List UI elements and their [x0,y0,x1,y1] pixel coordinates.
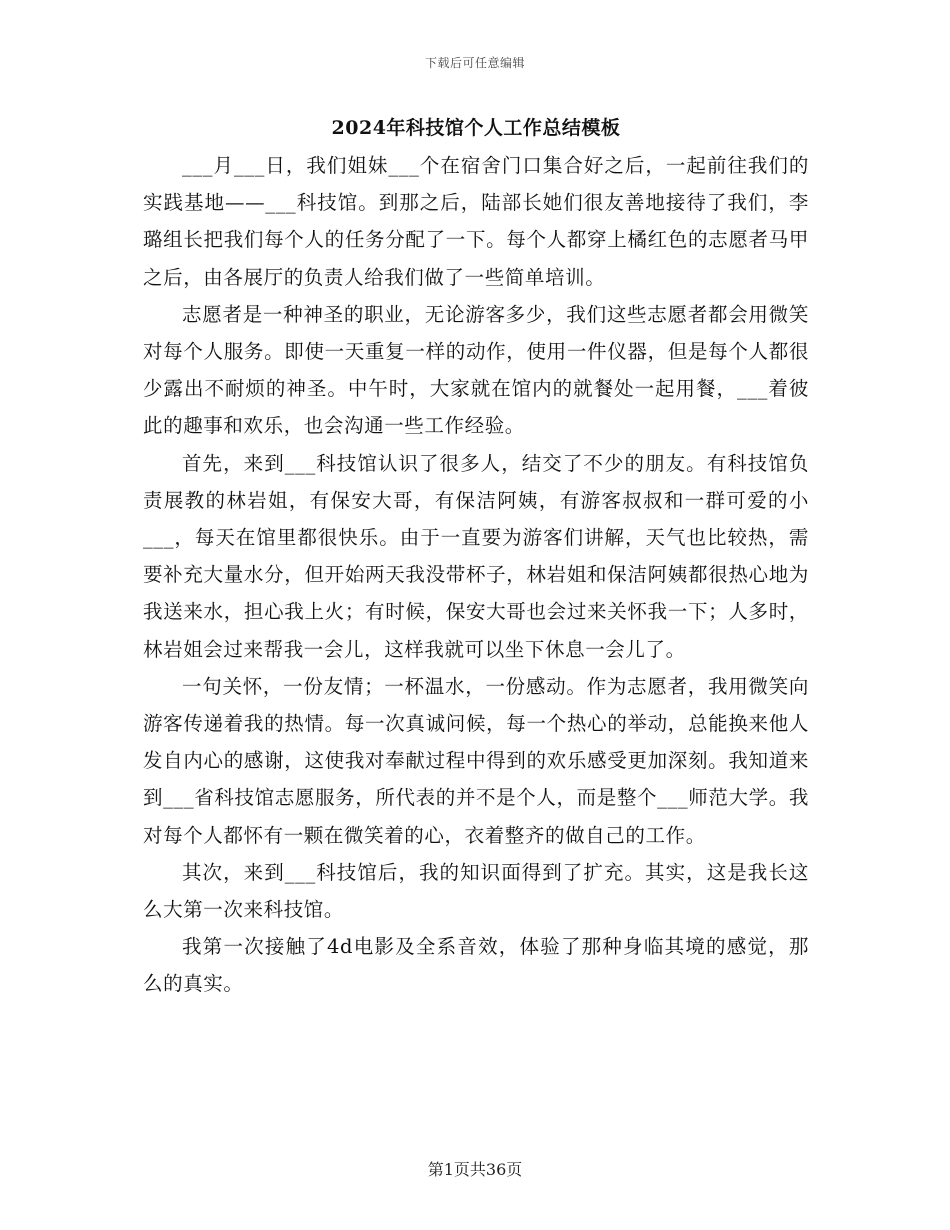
paragraph-2: 志愿者是一种神圣的职业，无论游客多少，我们这些志愿者都会用微笑对每个人服务。即使一天重复一样的动作，使用一件仪器，但是每个人都很少露出不耐烦的神圣。中午时，大家就在馆内的就餐处一起用餐，___着彼此的趣事和欢乐，也会沟通一些工作经验。 [143,302,809,438]
paragraph-6: 我第一次接触了4d电影及全系音效，体验了那种身临其境的感觉，那么的真实。 [143,935,809,996]
page-number: 第1页共36页 [427,1160,523,1179]
paragraph-4: 一句关怀，一份友情；一杯温水，一份感动。作为志愿者，我用微笑向游客传递着我的热情。每一次真诚问候，每一个热心的举动，总能换来他人发自内心的感谢，这使我对奉献过程中得到的欢乐感受更加深刻。我知道来到___省科技馆志愿服务，所代表的并不是个人，而是整个___师范大学。我对每个人都怀有一颗在微笑着的心，衣着整齐的做自己的工作。 [143,674,809,847]
page-header: 下载后可任意编辑 [424,56,525,70]
paragraph-5: 其次，来到___科技馆后，我的知识面得到了扩充。其实，这是我长这么大第一次来科技馆。 [143,860,809,922]
paragraph-1: ___月___日，我们姐妹___个在宿舍门口集合好之后，一起前往我们的实践基地——___科技馆。到那之后，陆部长她们很友善地接待了我们，李璐组长把我们每个人的任务分配了一下。每个人都穿上橘红色的志愿者马甲之后，由各展厅的负责人给我们做了一些简单培训。 [143,154,809,289]
document-body [143,113,809,1003]
document-title: 2024年科技馆个人工作总结模板 [331,117,621,139]
paragraph-3: 首先，来到___科技馆认识了很多人，结交了不少的朋友。有科技馆负责展教的林岩姐，有保安大哥，有保洁阿姨，有游客叔叔和一群可爱的小___，每天在馆里都很快乐。由于一直要为游客们讲解，天气也比较热，需要补充大量水分，但开始两天我没带杯子，林岩姐和保洁阿姨都很热心地为我送来水，担心我上火；有时候，保安大哥也会过来关怀我一下；人多时，林岩姐会过来帮我一会儿，这样我就可以坐下休息一会儿了。 [143,451,809,661]
